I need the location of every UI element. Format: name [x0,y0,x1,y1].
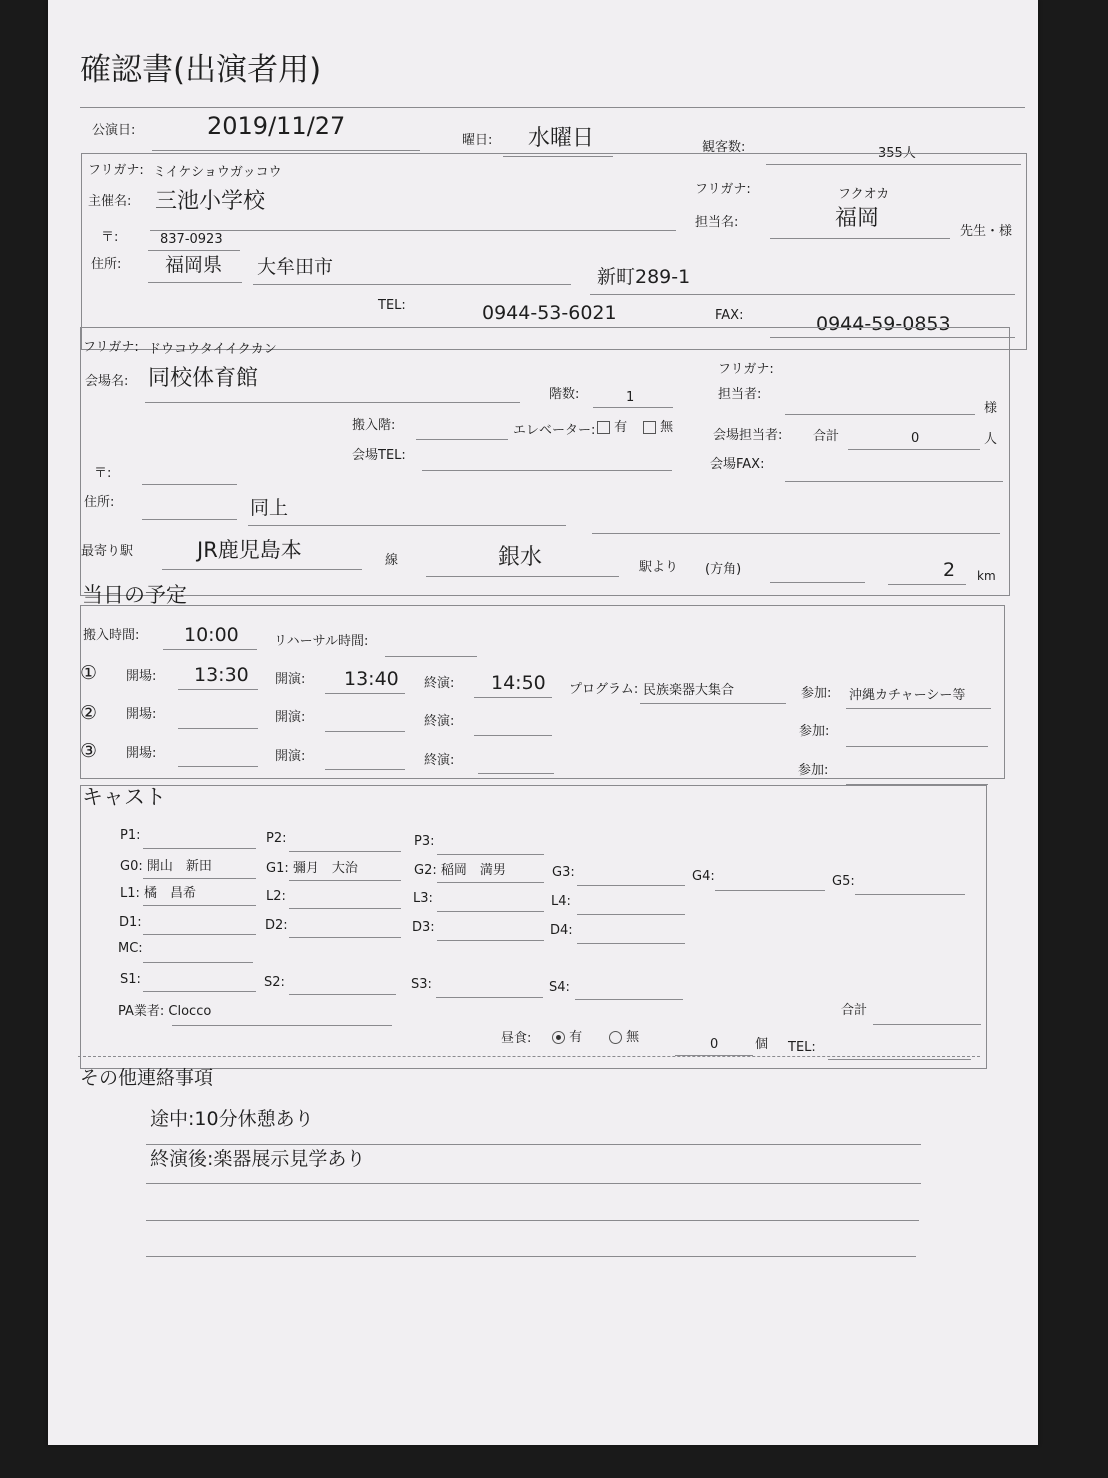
cast-d3-line[interactable] [437,940,544,941]
venue-tel-label: 会場TEL: [352,448,406,463]
cast-s4-line[interactable] [575,999,683,1000]
contact-line [770,238,950,239]
venue-name-label: 会場名: [85,374,129,389]
cast-g5: G5: [832,874,855,889]
session-3-join-label: 参加: [798,763,829,778]
cast-d3: D3: [412,920,435,935]
lunch-no-text: 無 [626,1030,640,1045]
audience-label: 観客数: [702,140,746,155]
venue-staff-total[interactable]: 0 [911,431,920,446]
session-1-join-line [846,708,991,709]
cast-p2-line[interactable] [289,851,401,852]
cast-d4-line[interactable] [577,943,685,944]
session-3-open-line[interactable] [178,766,258,767]
title-rule [80,107,1025,108]
venue-zip-line [142,484,237,485]
form-title: 確認書(出演者用) [80,52,322,88]
cast-d1-line[interactable] [143,934,256,935]
venue-zip-label: 〒: [94,466,112,481]
nearest-station-label: 最寄り駅 [81,544,134,559]
weekday[interactable]: 水曜日 [528,126,595,151]
elevator-yes-checkbox[interactable] [597,421,610,434]
cast-p1: P1: [120,828,141,843]
session-2-number: ② [80,702,98,724]
cast-l1-line [143,905,256,906]
session-2-end-line[interactable] [474,735,552,736]
session-1-number: ① [80,662,98,684]
note-rule-2 [146,1183,921,1184]
venue-staff-total-label: 合計 [813,429,840,444]
program-label: プログラム: [569,682,639,697]
note-line-1[interactable]: 途中:10分休憩あり [150,1108,314,1130]
address-street[interactable]: 新町289-1 [597,266,691,288]
cast-g2[interactable]: G2: 稲岡 満男 [414,863,506,878]
elevator-no-text: 無 [660,420,674,435]
line-suffix: 線 [385,553,399,568]
cast-g3: G3: [552,865,575,880]
weekday-label: 曜日: [462,133,493,148]
cast-p3-line[interactable] [437,854,544,855]
direction-line [770,582,865,583]
venue-contact-furigana-label: フリガナ: [718,362,774,377]
load-in-time[interactable]: 10:00 [184,624,239,646]
session-1-end[interactable]: 14:50 [491,672,546,694]
organizer-zip[interactable]: 837-0923 [160,232,223,247]
cast-p3: P3: [414,834,435,849]
session-2-start-line[interactable] [325,731,405,732]
cast-mc-line[interactable] [143,962,253,963]
cast-section [80,785,987,1069]
contact-name[interactable]: 福岡 [835,206,880,231]
session-1-open-label: 開場: [126,669,157,684]
floors-line [593,407,673,408]
cast-l1[interactable]: L1: 橘 昌希 [120,886,197,901]
session-2-end-label: 終演: [424,714,455,729]
venue-address-line-1 [142,519,237,520]
note-rule-4[interactable] [146,1256,916,1257]
lunch-yes-option[interactable] [552,1031,582,1044]
load-in-label: 搬入時間: [83,628,140,643]
organizer-name-line [150,230,676,231]
session-3-end-line[interactable] [478,773,554,774]
session-1-open[interactable]: 13:30 [194,664,249,686]
organizer-name[interactable]: 三池小学校 [155,189,266,214]
venue-address[interactable]: 同上 [250,497,289,519]
cast-s3-line[interactable] [436,997,543,998]
session-1-start-label: 開演: [275,672,306,687]
from-station-label: 駅より [639,560,679,575]
lunch-label: 昼食: [501,1031,532,1046]
cast-s1: S1: [120,972,141,987]
lunch-tel-line[interactable] [828,1059,971,1060]
audience-count[interactable]: 355人 [878,146,916,161]
date-line [152,150,420,151]
street-line [590,294,1015,295]
venue-contact-label: 担当者: [718,387,762,402]
contact-suffix: 先生・様 [960,224,1013,239]
lunch-yes-radio[interactable] [552,1031,565,1044]
address-label: 住所: [91,257,122,272]
performance-date[interactable]: 2019/11/27 [207,112,346,140]
venue-furigana-label: フリガナ: [83,340,139,355]
contact-furigana[interactable]: フクオカ [838,187,890,202]
cast-mc: MC: [118,941,143,956]
staff-total-line [848,449,980,450]
cast-g0[interactable]: G0: 開山 新田 [120,859,212,874]
organizer-name-label: 主催名: [88,194,132,209]
cast-l4-line[interactable] [577,914,685,915]
cast-s3: S3: [411,977,432,992]
notes-heading: その他連絡事項 [80,1067,214,1089]
venue-address-label: 住所: [84,495,115,510]
organizer-furigana[interactable]: ミイケショウガッコウ [153,165,282,180]
railway-line[interactable]: JR鹿児島本 [197,538,302,562]
lunch-no-radio[interactable] [609,1031,622,1044]
fax-label: FAX: [715,308,744,323]
cast-l4: L4: [551,894,571,909]
session-1-start-line [325,693,405,694]
pref-line [148,282,242,283]
session-3-start-label: 開演: [275,749,306,764]
venue-staff-unit: 人 [984,432,998,447]
cast-l3-line[interactable] [437,911,544,912]
cast-s2-line[interactable] [289,994,396,995]
cast-l3: L3: [413,891,433,906]
program-line [640,703,786,704]
cast-d4: D4: [550,923,573,938]
session-3-start-line[interactable] [325,769,405,770]
pa-company[interactable]: PA業者: Clocco [118,1004,212,1019]
floors-label: 階数: [549,387,580,402]
elevator-yes-text: 有 [614,420,628,435]
session-1-join-label: 参加: [801,686,832,701]
cast-g4-line[interactable] [715,890,825,891]
address-city[interactable]: 大牟田市 [257,256,334,278]
lunch-count[interactable]: 0 [710,1037,719,1052]
cast-s4: S4: [549,980,570,995]
cast-l2: L2: [266,889,286,904]
cast-g1[interactable]: G1: 彌月 大治 [266,861,358,876]
address-prefecture[interactable]: 福岡県 [165,254,223,276]
station-line [426,576,619,577]
cast-heading: キャスト [82,785,166,809]
cast-g1-line [289,880,401,881]
notes-divider [78,1056,980,1057]
elevator-no-option[interactable] [643,421,673,434]
venue-contact-line [785,414,975,415]
schedule-heading: 当日の予定 [82,583,187,607]
cast-s1-line[interactable] [143,991,256,992]
cast-d2-line[interactable] [289,937,401,938]
venue-furigana[interactable]: ドウコウタイイクカン [148,342,277,357]
session-2-join-label: 参加: [799,724,830,739]
venue-fax-label: 会場FAX: [710,457,765,472]
cast-p2: P2: [266,831,287,846]
load-floor-line [416,439,508,440]
distance-unit: km [977,569,996,583]
contact-furigana-label: フリガナ: [695,182,751,197]
note-rule-1 [146,1144,921,1145]
date-label: 公演日: [92,123,136,138]
cast-g2-line [437,882,544,883]
cast-s2: S2: [264,975,285,990]
session-2-join-line[interactable] [846,746,988,747]
cast-d2: D2: [265,918,288,933]
session-3-number: ③ [80,740,98,762]
cast-p1-line[interactable] [143,848,256,849]
elevator-yes-option[interactable] [597,421,627,434]
note-line-2[interactable]: 終演後:楽器展示見学あり [150,1148,366,1170]
zip-label: 〒: [101,230,119,245]
organizer-tel[interactable]: 0944-53-6021 [482,302,617,324]
rehearsal-label: リハーサル時間: [274,634,369,649]
lunch-no-option[interactable] [609,1031,639,1044]
organizer-fax[interactable]: 0944-59-0853 [816,313,951,335]
contact-label: 担当名: [695,215,739,230]
venue-name-line [145,402,520,403]
session-2-open-line[interactable] [178,728,258,729]
venue-fax-line [785,481,1003,482]
tel-label: TEL: [378,298,406,313]
cast-total-label: 合計 [841,1003,868,1018]
session-3-open-label: 開場: [126,746,157,761]
cast-g0-line [143,878,256,879]
session-2-start-label: 開演: [275,710,306,725]
session-1-end-line [474,697,552,698]
program-name[interactable]: 民族楽器大集合 [643,683,735,698]
station-name[interactable]: 銀水 [498,545,543,570]
venue-address-line-3 [592,533,1000,534]
venue-address-line-2 [248,525,566,526]
elevator-no-checkbox[interactable] [643,421,656,434]
elevator-label: エレベーター: [513,423,596,438]
cast-total-line[interactable] [873,1024,981,1025]
pa-company-line [172,1025,392,1026]
cast-g4: G4: [692,869,715,884]
distance-line [888,584,966,585]
session-1-end-label: 終演: [424,676,455,691]
railway-line-underline [162,569,362,570]
lunch-unit: 個 [755,1037,769,1052]
venue-staff-label: 会場担当者: [713,428,783,443]
lunch-yes-text: 有 [569,1030,583,1045]
venue-tel-line [422,470,672,471]
cast-g5-line[interactable] [855,894,965,895]
rehearsal-line [385,656,477,657]
load-in-line [163,649,257,650]
session-2-open-label: 開場: [126,707,157,722]
distance-value[interactable]: 2 [943,559,956,581]
session-3-end-label: 終演: [424,753,455,768]
session-1-open-line [178,689,258,690]
lunch-tel-label: TEL: [788,1040,816,1055]
zip-line [148,250,240,251]
session-1-join[interactable]: 沖縄カチャーシー等 [849,688,966,703]
direction-label: (方角) [705,562,742,577]
session-1-start[interactable]: 13:40 [344,668,399,690]
floors-value[interactable]: 1 [626,390,635,405]
venue-contact-suffix: 様 [984,401,998,416]
cast-d1: D1: [119,915,142,930]
venue-name[interactable]: 同校体育館 [148,366,259,391]
city-line [253,284,571,285]
organizer-furigana-label: フリガナ: [88,163,144,178]
cast-g3-line[interactable] [577,885,685,886]
note-rule-3[interactable] [146,1220,919,1221]
cast-l2-line[interactable] [289,908,401,909]
load-floor-label: 搬入階: [352,418,396,433]
